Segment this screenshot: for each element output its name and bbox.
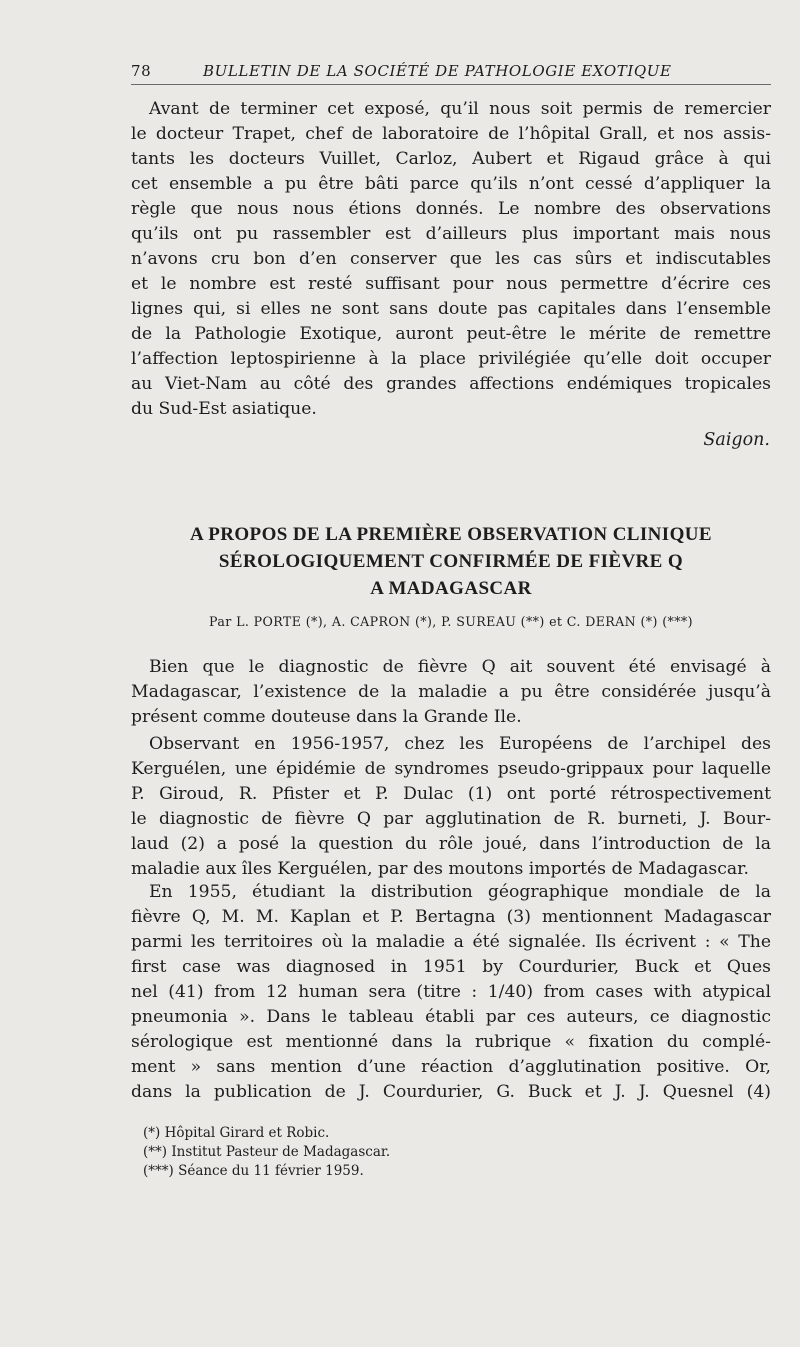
article-title-line: A PROPOS DE LA PREMIÈRE OBSERVATION CLINIQUE: [190, 524, 712, 545]
text-line: Kerguélen, une épidémie de syndromes pseudo-grippaux pour laquelle: [131, 759, 771, 779]
paragraph-3: [131, 880, 771, 1105]
text-line: règle que nous nous étions donnés. Le nombre des observations: [131, 199, 771, 219]
text-line: Avant de terminer cet exposé, qu’il nous soit permis de remercier: [149, 99, 771, 119]
text-line: nel (41) from 12 human sera (titre : 1/40) from cases with atypical: [131, 982, 771, 1002]
text-line: Madagascar, l’existence de la maladie a pu être considérée jusqu’à: [131, 682, 771, 702]
article-title-line: SÉROLOGIQUEMENT CONFIRMÉE DE FIÈVRE Q: [218, 551, 684, 572]
text-line: first case was diagnosed in 1951 by Courdurier, Buck et Ques: [131, 957, 771, 977]
journal-title: BULLETIN DE LA SOCIÉTÉ DE PATHOLOGIE EXOTIQUE: [203, 62, 672, 80]
text-line: n’avons cru bon d’en conserver que les cas sûrs et indiscutables: [131, 249, 771, 269]
text-line: En 1955, étudiant la distribution géographique mondiale de la: [149, 882, 771, 902]
text-line: maladie aux îles Kerguélen, par des moutons importés de Madagascar.: [131, 859, 749, 879]
text-line: ment » sans mention d’une réaction d’agglutination positive. Or,: [131, 1057, 771, 1077]
text-line: dans la publication de J. Courdurier, G. Buck et J. J. Quesnel (4): [131, 1082, 771, 1102]
place-signature: Saigon.: [703, 430, 770, 450]
text-line: l’affection leptospirienne à la place privilégiée qu’elle doit occuper: [131, 349, 771, 369]
paragraph-1: [131, 655, 771, 730]
text-line: lignes qui, si elles ne sont sans doute pas capitales dans l’ensemble: [131, 299, 771, 319]
previous-article-conclusion: [131, 97, 771, 422]
text-line: laud (2) a posé la question du rôle joué, dans l’introduction de la: [131, 834, 771, 854]
text-line: tants les docteurs Vuillet, Carloz, Aubert et Rigaud grâce à qui: [131, 149, 771, 169]
text-line: sérologique est mentionné dans la rubrique « fixation du complé-: [131, 1032, 771, 1052]
text-line: et le nombre est resté suffisant pour nous permettre d’écrire ces: [131, 274, 771, 294]
footnote: (**) Institut Pasteur de Madagascar.: [143, 1144, 391, 1160]
author-byline: Par L. PORTE (*), A. CAPRON (*), P. SUREAU (**) et C. DERAN (*) (***): [209, 614, 693, 629]
text-line: fièvre Q, M. M. Kaplan et P. Bertagna (3) mentionnent Madagascar: [131, 907, 771, 927]
footnote: (*) Hôpital Girard et Robic.: [143, 1125, 330, 1141]
text-line: au Viet-Nam au côté des grandes affections endémiques tropicales: [131, 374, 771, 394]
text-line: du Sud-Est asiatique.: [131, 399, 317, 419]
footnotes: [143, 1124, 390, 1181]
text-line: P. Giroud, R. Pfister et P. Dulac (1) ont porté rétrospectivement: [131, 784, 771, 804]
text-line: parmi les territoires où la maladie a été signalée. Ils écrivent : « The: [131, 932, 771, 952]
text-line: le diagnostic de fièvre Q par agglutination de R. burneti, J. Bour-: [131, 809, 771, 829]
page-number: 78: [131, 62, 152, 80]
text-line: présent comme douteuse dans la Grande Ile.: [131, 707, 522, 727]
footnote: (***) Séance du 11 février 1959.: [143, 1163, 364, 1179]
text-line: de la Pathologie Exotique, auront peut-être le mérite de remettre: [131, 324, 771, 344]
text-line: Observant en 1956-1957, chez les Européens de l’archipel des: [149, 734, 771, 754]
paragraph-2: [131, 732, 771, 882]
article-title-line: A MADAGASCAR: [370, 578, 532, 599]
text-line: Bien que le diagnostic de fièvre Q ait souvent été envisagé à: [149, 657, 771, 677]
text-line: pneumonia ». Dans le tableau établi par ces auteurs, ce diagnostic: [131, 1007, 771, 1027]
text-line: cet ensemble a pu être bâti parce qu’ils n’ont cessé d’appliquer la: [131, 174, 771, 194]
running-header: [131, 58, 771, 85]
text-line: le docteur Trapet, chef de laboratoire de l’hôpital Grall, et nos assis-: [131, 124, 771, 144]
text-line: qu’ils ont pu rassembler est d’ailleurs plus important mais nous: [131, 224, 771, 244]
article-title: [131, 521, 771, 602]
